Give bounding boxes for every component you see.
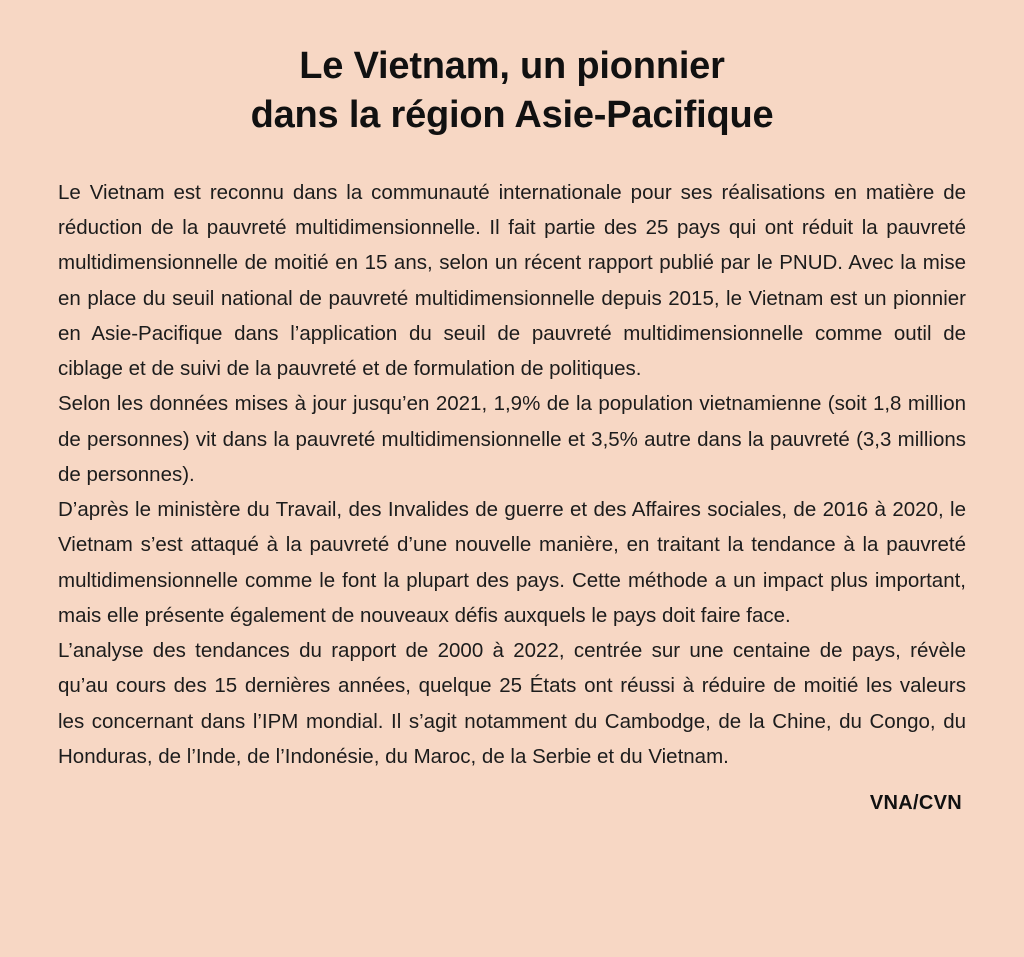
paragraph-2: Selon les données mises à jour jusqu’en 2021, 1,9% de la population vietnamienne (soit 1,8 million de personnes) vit dans la pauvreté multidimensionnelle et 3,5% autre dans la pauvreté (3,3 millions de personnes). — [58, 392, 966, 486]
paragraph-4: L’analyse des tendances du rapport de 2000 à 2022, centrée sur une centaine de pays, révèle qu’au cours des 15 dernières années, quelque 25 États ont réussi à réduire de moitié les valeurs les concernant dans l’IPM mondial. Il s’agit notamment du Cambodge, de la Chine, du Congo, du Honduras, de l’Inde, de l’Indonésie, du Maroc, de la Serbie et du Vietnam. — [58, 639, 966, 768]
title-line-1: Le Vietnam, un pionnier — [299, 45, 725, 87]
source-credit: VNA/CVN — [869, 792, 962, 815]
page-title — [50, 42, 974, 141]
paragraph-3: D’après le ministère du Travail, des Invalides de guerre et des Affaires sociales, de 2016 à 2020, le Vietnam s’est attaqué à la pauvreté d’une nouvelle manière, en traitant la tendance à la pauvreté multidimensionnelle comme le font la plupart des pays. Cette méthode a un impact plus important, mais elle présente également de nouveaux défis auxquels le pays doit faire face. — [58, 498, 966, 627]
title-line-2: dans la région Asie-Pacifique — [250, 94, 774, 137]
paragraph-1: Le Vietnam est reconnu dans la communauté internationale pour ses réalisations en matière de réduction de la pauvreté multidimensionnelle. Il fait partie des 25 pays qui ont réduit la pauvreté multidimensionnelle de moitié en 15 ans, selon un récent rapport publié par le PNUD. Avec la mise en place du seuil national de pauvreté multidimensionnelle depuis 2015, le Vietnam est un pionnier en Asie-Pacifique dans l’application du seuil de pauvreté multidimensionnelle comme outil de ciblage et de suivi de la pauvreté et de formulation de politiques. — [58, 180, 966, 381]
article-body — [50, 175, 974, 774]
